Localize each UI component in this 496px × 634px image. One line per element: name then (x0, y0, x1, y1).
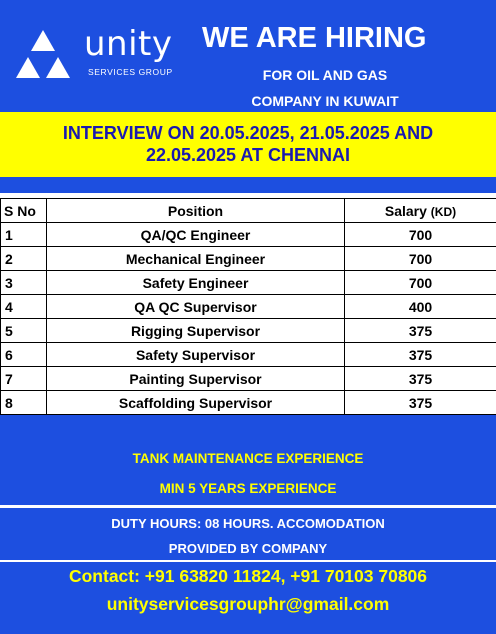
interview-banner (0, 112, 496, 177)
row-sno: 2 (1, 247, 47, 271)
requirement-min-experience: MIN 5 YEARS EXPERIENCE (159, 481, 337, 496)
row-sno: 1 (1, 223, 47, 247)
row-salary: 375 (345, 367, 496, 391)
row-salary: 375 (345, 343, 496, 367)
table-row (1, 271, 496, 295)
row-position: QA/QC Engineer (47, 223, 345, 247)
row-salary: 375 (345, 391, 496, 415)
table-row (1, 367, 496, 391)
table-row (1, 295, 496, 319)
table-row (1, 391, 496, 415)
duty-hours-line1: DUTY HOURS: 08 HOURS. ACCOMODATION (111, 516, 385, 531)
header-salary-label: Salary (384, 202, 427, 219)
interview-line2: 22.05.2025 AT CHENNAI (145, 145, 351, 165)
divider (0, 560, 496, 562)
row-sno: 3 (1, 271, 47, 295)
hiring-subtitle-line1: FOR OIL AND GAS (262, 67, 388, 83)
table-row (1, 319, 496, 343)
contact-phones: Contact: +91 63820 11824, +91 70103 70806 (68, 566, 428, 586)
header-sno: S No (1, 199, 47, 223)
table-row (1, 247, 496, 271)
row-position: Rigging Supervisor (47, 319, 345, 343)
row-salary: 400 (345, 295, 496, 319)
brand-name: unity (84, 24, 173, 64)
row-sno: 6 (1, 343, 47, 367)
triangle-cluster-icon (14, 29, 72, 83)
row-salary: 700 (345, 247, 496, 271)
row-position: Painting Supervisor (47, 367, 345, 391)
row-sno: 4 (1, 295, 47, 319)
header-position: Position (47, 199, 345, 223)
row-position: Safety Supervisor (47, 343, 345, 367)
table-row (1, 343, 496, 367)
row-sno: 8 (1, 391, 47, 415)
row-sno: 5 (1, 319, 47, 343)
row-salary: 700 (345, 223, 496, 247)
contact-email: unityservicesgrouphr@gmail.com (106, 594, 390, 614)
hiring-title: WE ARE HIRING (202, 22, 427, 54)
duty-hours-line2: PROVIDED BY COMPANY (168, 541, 328, 556)
table-header-row (1, 199, 496, 223)
row-position: Scaffolding Supervisor (47, 391, 345, 415)
row-position: Mechanical Engineer (47, 247, 345, 271)
brand-subtitle: SERVICES GROUP (88, 67, 173, 77)
header-salary-unit: (KD) (430, 204, 457, 219)
row-position: QA QC Supervisor (47, 295, 345, 319)
requirement-tank-maintenance: TANK MAINTENANCE EXPERIENCE (132, 451, 364, 466)
row-sno: 7 (1, 367, 47, 391)
interview-line1: INTERVIEW ON 20.05.2025, 21.05.2025 AND (62, 123, 434, 143)
row-salary: 700 (345, 271, 496, 295)
row-position: Safety Engineer (47, 271, 345, 295)
table-row (1, 223, 496, 247)
row-salary: 375 (345, 319, 496, 343)
divider (0, 505, 496, 508)
header-salary (345, 199, 496, 223)
hiring-subtitle-line2: COMPANY IN KUWAIT (251, 93, 399, 109)
positions-table (0, 198, 496, 415)
